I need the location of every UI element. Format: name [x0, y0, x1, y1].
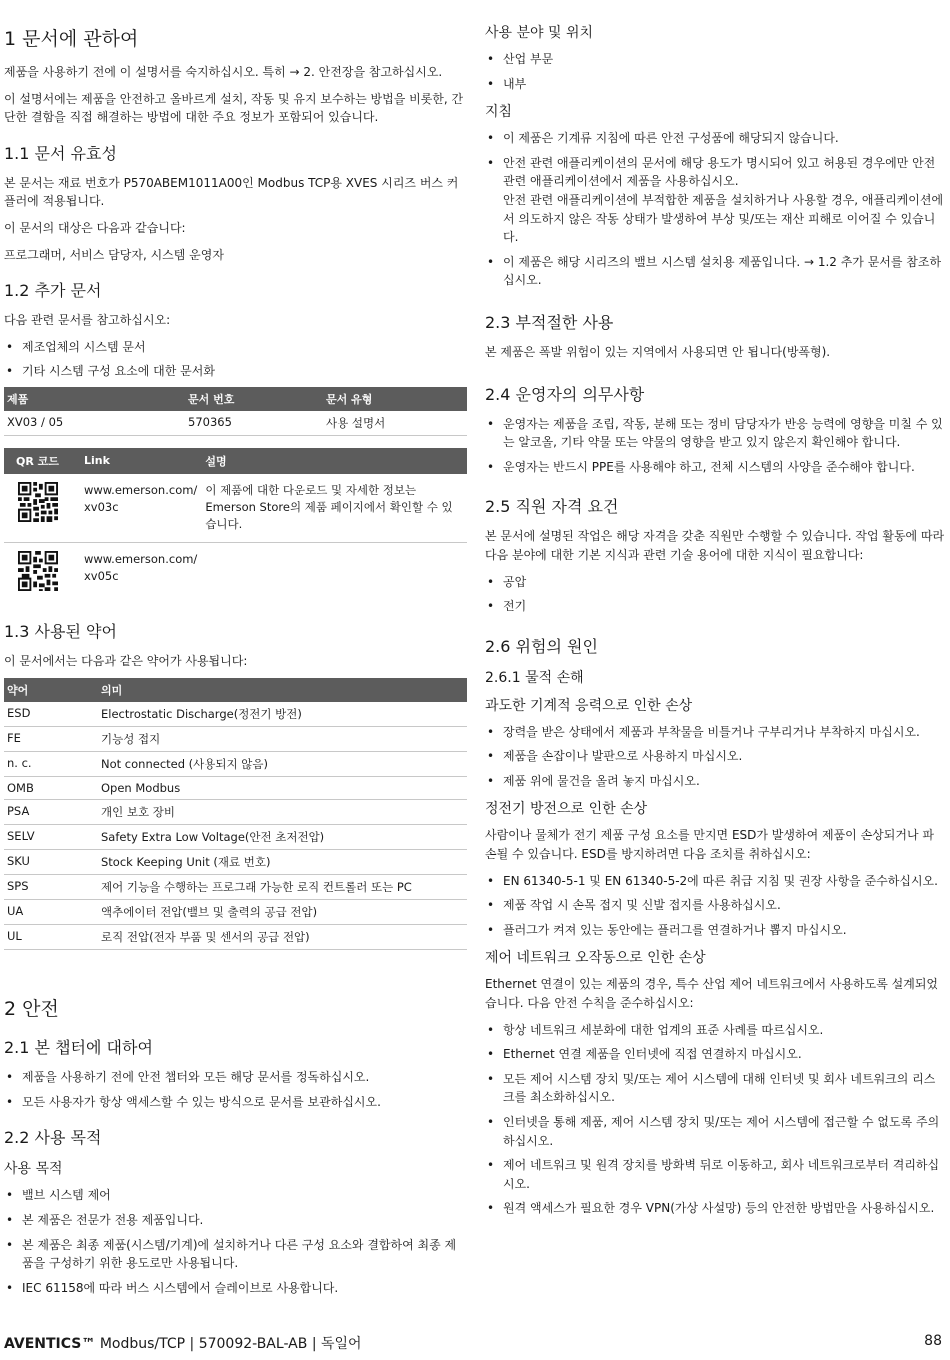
list-item: • 모든 사용자가 항상 액세스할 수 있는 방식으로 문서를 보관하십시오. — [4, 1093, 467, 1112]
table-cell: XV03 / 05 — [4, 411, 185, 436]
table-row — [4, 925, 467, 950]
esd-damage-title: 정전기 방전으로 인한 손상 — [485, 801, 648, 818]
left-column — [4, 18, 467, 1303]
s11-paragraph-2: 이 문서의 대상은 다음과 같습니다: — [4, 220, 186, 235]
list-item — [485, 154, 945, 247]
list-item: • EN 61340-5-1 및 EN 61340-5-2에 따른 취급 지침 및 권장 사항을 준수하십시오. — [485, 872, 945, 891]
table-cell: Not connected (사용되지 않음) — [98, 752, 467, 777]
table-cell: PSA — [4, 800, 98, 825]
table-cell: 로직 전압(전자 부품 및 센서의 공급 전압) — [98, 925, 467, 950]
list-item: • 제품을 손잡이나 발판으로 사용하지 마십시오. — [485, 747, 945, 766]
table-row — [4, 474, 467, 542]
s25-paragraph-1: 본 문서에 설명된 작업은 해당 자격을 갖춘 직원만 수행할 수 있습니다. 작업 활동에 따라 다음 분야에 대한 기본 지식과 관련 기술 용어에 대한 지식이 필요합니다: — [485, 529, 945, 562]
directives-title: 지침 — [485, 104, 513, 121]
table-cell: Stock Keeping Unit (재료 번호) — [98, 850, 467, 875]
list-item: • 제품 작업 시 손목 접지 및 신발 접지를 사용하십시오. — [485, 896, 945, 915]
section-1-title: 1 문서에 관하여 — [4, 28, 139, 50]
list-item: • 제조업체의 시스템 문서 — [4, 338, 467, 357]
footer-doc-info: Modbus/TCP | 570092-BAL-AB | 독일어 — [95, 1336, 362, 1352]
list-item: • 운영자는 반드시 PPE를 사용해야 하고, 전체 시스템의 사양을 준수해야 합니다. — [485, 458, 945, 477]
table-cell: UA — [4, 900, 98, 925]
list-item-text: • 안전 관련 애플리케이션의 문서에 해당 용도가 명시되어 있고 허용된 경우에만 안전 관련 애플리케이션에서 제품을 사용하십시오. — [503, 155, 936, 189]
table-cell: 사용 설명서 — [323, 411, 467, 436]
network-bullet-list — [485, 1021, 945, 1218]
qr-description: 이 제품에 대한 다운로드 및 자세한 정보는 Emerson Store의 제품 페이지에서 확인할 수 있습니다. — [201, 474, 467, 542]
list-item: • 인터넷을 통해 제품, 제어 시스템 장치 및/또는 제어 시스템에 접근할 수 없도록 주의하십시오. — [485, 1113, 945, 1150]
table-cell: Electrostatic Discharge(정전기 방전) — [98, 702, 467, 727]
table-row — [4, 727, 467, 752]
list-item: • IEC 61158에 따라 버스 시스템에서 슬레이브로 사용합니다. — [4, 1279, 467, 1298]
section-2-6-1-title: 2.6.1 물적 손해 — [485, 669, 584, 686]
list-item: • 본 제품은 최종 제품(시스템/기계)에 설치하거나 다른 구성 요소와 결합하여 최종 제품을 구성하기 위한 용도로만 사용됩니다. — [4, 1236, 467, 1273]
s11-paragraph-1: 본 문서는 재료 번호가 P570ABEM1011A00인 Modbus TCP용 XVES 시리즈 버스 커플러에 적용됩니다. — [4, 175, 459, 209]
table-row — [4, 542, 467, 599]
s21-bullet-list — [4, 1068, 467, 1111]
table-row — [4, 825, 467, 850]
table-cell: 570365 — [185, 411, 323, 436]
abbr-header-abbreviation: 약어 — [4, 678, 98, 702]
list-item: • 본 제품은 전문가 전용 제품입니다. — [4, 1211, 467, 1230]
list-item: • 모든 제어 시스템 장치 및/또는 제어 시스템에 대해 인터넷 및 회사 네트워크의 리스크를 최소화하십시오. — [485, 1070, 945, 1107]
s12-bullet-list — [4, 338, 467, 381]
docs-header-product: 제품 — [4, 387, 185, 411]
table-cell: SPS — [4, 875, 98, 900]
table-row — [4, 850, 467, 875]
footer-brand: AVENTICS™ — [4, 1336, 96, 1352]
list-item: • 산업 부문 — [485, 50, 945, 69]
list-item: • 원격 액세스가 필요한 경우 VPN(가상 사설망) 등의 안전한 방법만을 사용하십시오. — [485, 1199, 945, 1218]
s1-paragraph-2: 이 설명서에는 제품을 안전하고 올바르게 설치, 작동 및 유지 보수하는 방법을 비롯한, 간단한 결함을 직접 해결하는 방법에 대한 주요 정보가 포함되어 있습니다. — [4, 91, 464, 125]
page-number: 88 — [924, 1333, 942, 1349]
s1-paragraph-1: 제품을 사용하기 전에 이 설명서를 숙지하십시오. 특히 → 2. 안전장을 참고하십시오. — [4, 65, 443, 79]
area-bullet-list — [485, 50, 945, 93]
section-2-5-title: 2.5 직원 자격 요건 — [485, 497, 619, 517]
list-item: • 밸브 시스템 제어 — [4, 1186, 467, 1205]
list-item: • 플러그가 켜져 있는 동안에는 플러그를 연결하거나 뽑지 마십시오. — [485, 921, 945, 940]
esd-paragraph-1: 사람이나 물체가 전기 제품 구성 요소를 만지면 ESD가 발생하여 제품이 손상되거나 파손될 수 있습니다. ESD를 방지하려면 다음 조치를 취하십시오: — [485, 828, 934, 862]
s12-paragraph-1: 다음 관련 문서를 참고하십시오: — [4, 313, 171, 328]
list-item: • 전기 — [485, 597, 945, 616]
section-1-3-title: 1.3 사용된 약어 — [4, 621, 117, 641]
list-item: • 제어 네트워크 및 원격 장치를 방화벽 뒤로 이동하고, 회사 네트워크로부터 격리하십시오. — [485, 1156, 945, 1193]
mechanical-bullet-list — [485, 723, 945, 791]
list-item-text: 안전 관련 애플리케이션에 부적합한 제품을 설치하거나 사용할 경우, 애플리케이션에서 의도하지 않은 작동 상태가 발생하여 부상 및/또는 재산 피해로 이어질 수 있습니다. — [503, 192, 944, 245]
section-2-4-title: 2.4 운영자의 의무사항 — [485, 384, 645, 404]
list-item: • 공압 — [485, 573, 945, 592]
table-cell: Open Modbus — [98, 777, 467, 800]
table-cell: 개인 보호 장비 — [98, 800, 467, 825]
abbr-header-meaning: 의미 — [98, 678, 467, 702]
list-item: • 제품을 사용하기 전에 안전 챕터와 모든 해당 문서를 정독하십시오. — [4, 1068, 467, 1087]
qr-code-table — [4, 448, 467, 599]
table-cell: n. c. — [4, 752, 98, 777]
table-row — [4, 752, 467, 777]
qr-cell — [4, 542, 80, 599]
list-item: • 이 제품은 해당 시리즈의 밸브 시스템 설치용 제품입니다. → 1.2 추가 문서를 참조하십시오. — [485, 253, 945, 290]
table-cell: SELV — [4, 825, 98, 850]
abbreviations-table — [4, 678, 467, 950]
qr-header-description: 설명 — [201, 448, 467, 474]
qr-cell — [4, 474, 80, 542]
qr-header-code: QR 코드 — [4, 448, 80, 474]
table-cell: ESD — [4, 702, 98, 727]
right-column — [485, 18, 945, 1224]
table-cell: FE — [4, 727, 98, 752]
docs-header-number: 문서 번호 — [185, 387, 323, 411]
list-item: • 항상 네트워크 세분화에 대한 업계의 표준 사례를 따르십시오. — [485, 1021, 945, 1040]
s22-bullet-list — [4, 1186, 467, 1297]
esd-bullet-list — [485, 872, 945, 940]
list-item: • 내부 — [485, 75, 945, 94]
section-2-3-title: 2.3 부적절한 사용 — [485, 312, 614, 332]
docs-header-type: 문서 유형 — [323, 387, 467, 411]
table-row — [4, 702, 467, 727]
qr-header-link: Link — [80, 448, 201, 474]
section-2-1-title: 2.1 본 챕터에 대하여 — [4, 1038, 153, 1058]
s25-bullet-list — [485, 573, 945, 616]
directives-bullet-list — [485, 129, 945, 290]
table-cell: 기능성 접지 — [98, 727, 467, 752]
qr-link-xv03c[interactable]: www.emerson.com/ xv03c — [80, 474, 201, 542]
table-cell: UL — [4, 925, 98, 950]
network-paragraph-1: Ethernet 연결이 있는 제품의 경우, 특수 산업 제어 네트워크에서 사용하도록 설계되었습니다. 다음 안전 수칙을 준수하십시오: — [485, 977, 939, 1011]
list-item: • 기타 시스템 구성 요소에 대한 문서화 — [4, 362, 467, 381]
area-title: 사용 분야 및 위치 — [485, 25, 594, 41]
page-footer — [4, 1333, 942, 1353]
table-row — [4, 900, 467, 925]
list-item: • 이 제품은 기계류 지침에 따른 안전 구성품에 해당되지 않습니다. — [485, 129, 945, 148]
s13-paragraph-1: 이 문서에서는 다음과 같은 약어가 사용됩니다: — [4, 653, 248, 668]
table-cell: SKU — [4, 850, 98, 875]
network-damage-title: 제어 네트워크 오작동으로 인한 손상 — [485, 950, 706, 967]
list-item: • 운영자는 제품을 조립, 작동, 분해 또는 정비 담당자가 반응 능력에 영향을 미칠 수 있는 알코올, 기타 약물 또는 약물의 영향을 받고 있지 않은지 확인해야 합니다. — [485, 415, 945, 452]
qr-description — [201, 542, 467, 599]
s11-paragraph-3: 프로그래머, 서비스 담당자, 시스템 운영자 — [4, 247, 224, 262]
table-row — [4, 777, 467, 800]
table-row — [4, 875, 467, 900]
table-cell: 액추에이터 전압(밸브 및 출력의 공급 전압) — [98, 900, 467, 925]
section-2-title: 2 안전 — [4, 998, 59, 1021]
qr-code-icon — [18, 551, 58, 591]
table-cell: Safety Extra Low Voltage(안전 초저전압) — [98, 825, 467, 850]
table-row — [4, 800, 467, 825]
qr-link-xv05c[interactable]: www.emerson.com/ xv05c — [84, 551, 198, 583]
list-item: • 제품 위에 물건을 올려 놓지 마십시오. — [485, 772, 945, 791]
list-item: • Ethernet 연결 제품을 인터넷에 직접 연결하지 마십시오. — [485, 1045, 945, 1064]
qr-code-icon — [18, 482, 58, 522]
table-cell: OMB — [4, 777, 98, 800]
documents-table — [4, 387, 467, 436]
section-2-2-title: 2.2 사용 목적 — [4, 1128, 102, 1148]
s23-paragraph-1: 본 제품은 폭발 위험이 있는 지역에서 사용되면 안 됩니다(방폭형). — [485, 344, 831, 359]
table-row — [4, 411, 467, 436]
s22-subtitle: 사용 목적 — [4, 1161, 63, 1178]
s24-bullet-list — [485, 415, 945, 477]
mechanical-damage-title: 과도한 기계적 응력으로 인한 손상 — [485, 697, 693, 714]
section-1-1-title: 1.1 문서 유효성 — [4, 143, 117, 163]
section-2-6-title: 2.6 위험의 원인 — [485, 636, 598, 656]
table-cell: 제어 기능을 수행하는 프로그래 가능한 로직 컨트롤러 또는 PC — [98, 875, 467, 900]
list-item: • 장력을 받은 상태에서 제품과 부착물을 비틀거나 구부리거나 부착하지 마십시오. — [485, 723, 945, 742]
section-1-2-title: 1.2 추가 문서 — [4, 281, 102, 301]
